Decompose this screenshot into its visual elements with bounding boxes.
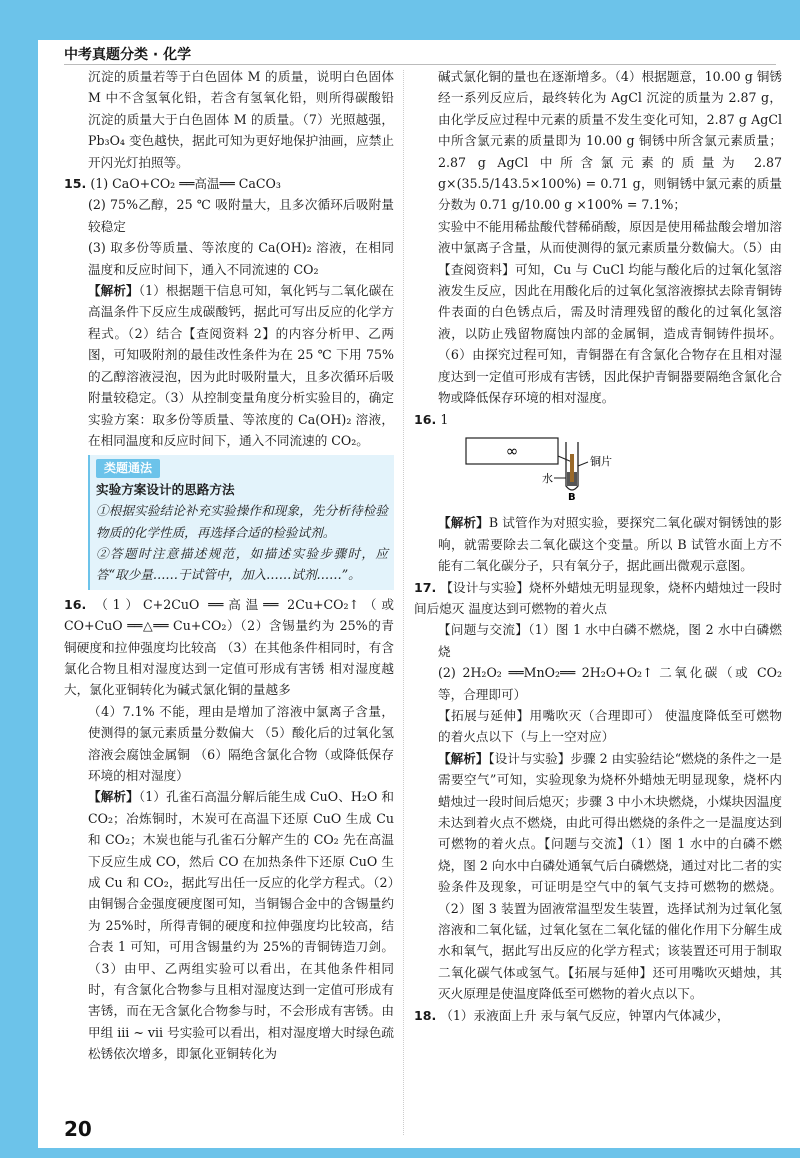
tip-box-tag: 类题通法	[96, 459, 160, 478]
analysis-label: 【解析】	[88, 789, 139, 805]
answer-line: (1) CaO+CO₂ ══高温══ CaCO₃	[90, 176, 281, 192]
analysis-block	[414, 512, 782, 576]
page-header-title: 中考真题分类 · 化学	[64, 47, 192, 63]
paragraph: 沉淀的质量若等于白色固体 M 的质量，说明白色固体 M 中不含氢氧化铅，若含有氢氧化铅，则所得碳酸铅沉淀的质量大于白色固体 M 的质量。（7）光照越强，Pb₃O₄ 变色越快，据此可知为更好地保护油画，应禁止开闪光灯拍照等。	[88, 69, 394, 170]
analysis-text: 【设计与实验】步骤 2 由实验结论“燃烧的条件之一是需要空气”可知，实验现象为烧杯外蜡烛无明显现象，烧杯内蜡烛过一段时间后熄灭；步骤 3 中小木块燃烧，小煤块因温度未达到着火点不燃烧，由此可得出燃烧的条件之一是温度达到可燃物的着火点。【问题与交流】（1）图 1 水中的白磷不燃烧，图 2 向水中白磷处通氧气后白磷燃烧，通过对比二者的实验条件及现象，可证明是空气中的氧气支持可燃物的燃烧。（2）图 3 装置为固液常温型发生装置，选择试剂为过氧化氢溶液和二氧化锰，过氧化氢在二氧化锰的催化作用下分解生成水和氧气，据此写出反应的化学方程式；该装置还可用于制取二氧化碳气体或氢气。【拓展与延伸】还可用嘴吹灭蜡烛，其灭火原理是使温度降低至可燃物的着火点以下。	[438, 750, 782, 1002]
bottom-accent-bar	[0, 1148, 800, 1158]
tip-box-item: ①根据实验结论补充实验操作和现象，先分析待检验物质的化学性质，再选择合适的检验试剂。	[96, 503, 388, 540]
question-number: 18.	[414, 1007, 437, 1023]
copper-pointer	[578, 462, 588, 466]
left-column	[64, 66, 394, 1065]
analysis-text: （1）根据题干信息可知，氧化钙与二氧化碳在高温条件下反应生成碳酸钙，据此可写出反应的化学方程式。（2）结合【查阅资料 2】的内容分析甲、乙两图，可知吸附剂的最佳改性条件为在 25 ℃ 下用 75%的乙醇溶液浸泡，因为此时吸附量大，且多次循环后吸附量较稳定。（3）从控制变量角度分析实验目的，确定实验方案：取多份等质量、等浓度的 Ca(OH)₂ 溶液，在相同温度和反应时间下，通入不同流速的 CO₂。	[88, 283, 394, 448]
copper-label: 铜片	[590, 454, 612, 468]
tip-box-item: ②答题时注意描述规范，如描述实验步骤时，应答“取少量……于试管中，加入……试剂……”。	[96, 545, 388, 583]
answer-line: 【拓展与延伸】用嘴吹灭（合理即可） 使温度降低至可燃物的着火点以下（与上一空对应）	[438, 707, 782, 745]
question-number: 16.	[414, 411, 437, 427]
analysis-block	[64, 786, 394, 1064]
right-column	[414, 66, 782, 1026]
tube-label: B	[568, 491, 576, 502]
test-tube-diagram	[462, 436, 782, 508]
question-16-part2	[414, 409, 782, 430]
question-18	[414, 1005, 782, 1026]
column-divider	[403, 70, 404, 1135]
analysis-block	[414, 748, 782, 1005]
paragraph: 实验中不能用稀盐酸代替稀硝酸，原因是使用稀盐酸会增加溶液中氯离子含量，从而使测得的氯元素质量分数偏大。（5）由【查阅资料】可知，Cu 与 CuCl 均能与酸化后的过氧化氢溶液发生反应，因此在用酸化后的过氧化氢溶液擦拭去除青铜铸件表面的白色锈点后，需及时清理残留的酸化的过氧化氢溶液，以防止残留物腐蚀内部的金属铜，造成青铜铸件损坏。（6）由探究过程可知，青铜器在有含氯化合物存在且相对湿度达到一定值可形成有害锈，因此保护青铜器要隔绝含氯化合物或降低保存环境的相对湿度。	[438, 218, 782, 406]
analysis-text: B 试管作为对照实验，要探究二氧化碳对铜锈蚀的影响，就需要除去二氧化碳这个变量。所以 B 试管水面上方不能有二氧化碳分子，只有氧分子，据此画出微观示意图。	[438, 515, 783, 574]
copper-strip	[570, 454, 574, 482]
question-15	[64, 173, 394, 194]
question-16	[64, 594, 394, 701]
question-number: 15.	[64, 176, 87, 192]
question-17	[414, 577, 782, 620]
analysis-label: 【解析】	[438, 515, 489, 531]
answer-line: 【设计与实验】烧杯外蜡烛无明显现象，烧杯内蜡烛过一段时间后熄灭 温度达到可燃物的着火点	[414, 579, 783, 616]
answer-line: (3) 取多份等质量、等浓度的 Ca(OH)₂ 溶液，在相同温度和反应时间下，通入不同流速的 CO₂	[88, 240, 394, 277]
oxygen-molecule-symbol: ∞	[505, 441, 519, 460]
analysis-text: （1）孔雀石高温分解后能生成 CuO、H₂O 和 CO₂；冶炼铜时，木炭可在高温下还原 CuO 生成 Cu 和 CO₂；木炭也能与孔雀石分解产生的 CO₂ 先在高温下反应生成 CO，然后 CO 在加热条件下还原 CuO 生成 Cu 和 CO₂，据此写出任一反应的化学方程式。（2）由铜锡合金强度硬度图可知，当铜锡合金中的含锡量约为 25%时，所得青铜的硬度和拉伸强度均比较高，结合表 1 可知，可用含锡量约为 25%的青铜铸造刀剑。（3）由甲、乙两组实验可以看出，在其他条件相同时，有含氯化合物参与且相对湿度达到一定值可形成有害锈，而在无含氯化合物参与时，不会形成有害锈。由甲组 iii ~ vii 号实验可以看出，相对湿度增大时绿色疏松锈依次增多，即氯化亚铜转化为	[88, 789, 394, 1062]
tip-box-title: 实验方案设计的思路方法	[96, 481, 235, 497]
tip-box	[88, 455, 394, 589]
header-divider	[64, 64, 776, 65]
answer-line: (2) 75%乙醇，25 ℃ 吸附量大，且多次循环后吸附量较稳定	[88, 197, 394, 234]
answer-line: (2) 2H₂O₂ ══MnO₂══ 2H₂O+O₂↑ 二氧化碳（或 CO₂ 等，合理即可）	[438, 665, 782, 702]
answer-line: （1）汞液面上升 汞与氧气反应，钟罩内气体减少，	[440, 1007, 730, 1023]
top-accent-bar	[0, 0, 800, 40]
analysis-block	[64, 280, 394, 451]
answer-line: 1	[440, 411, 449, 427]
question-number: 16.	[64, 596, 87, 612]
analysis-label: 【解析】	[88, 283, 139, 299]
answer-line: （1）C+2CuO ══高温══ 2Cu+CO₂↑（或 CO+CuO ══△══ Cu+CO₂）（2）含锡量约为 25%的青铜硬度和拉伸强度均比较高 （3）在其他条件相同时，有含氯化合物且相对湿度达到一定值可形成有害锈 相对湿度越大，氯化亚铜转化为碱式氯化铜的量越多	[64, 596, 394, 698]
callout-line	[558, 456, 572, 462]
answer-line: 【问题与交流】（1）图 1 水中白磷不燃烧，图 2 水中白磷燃烧	[438, 622, 782, 659]
question-number: 17.	[414, 579, 437, 595]
answer-line: （4）7.1% 不能，理由是增加了溶液中氯离子含量，使测得的氯元素质量分数偏大 （5）酸化后的过氧化氢溶液会腐蚀金属铜 （6）隔绝含氯化合物（或降低保存环境的相对湿度）	[88, 703, 394, 783]
paragraph: 碱式氯化铜的量也在逐渐增多。（4）根据题意，10.00 g 铜锈经一系列反应后，最终转化为 AgCl 沉淀的质量为 2.87 g，由化学反应过程中元素的质量不发生变化可知，2.87 g AgCl 中所含氯元素的质量即为 10.00 g 铜锈中所含氯元素质量；2.87 g AgCl 中所含氯元素的质量为 2.87 g×(35.5/143.5×100%) = 0.71 g，则铜锈中氯元素的质量分数为 0.71 g/10.00 g ×100% = 7.1%；	[438, 69, 782, 213]
left-accent-bar	[0, 0, 38, 1158]
test-tube-figure	[462, 436, 612, 502]
analysis-label: 【解析】	[438, 750, 489, 766]
page-number: 20	[64, 1117, 92, 1141]
water-label: 水	[542, 471, 553, 485]
